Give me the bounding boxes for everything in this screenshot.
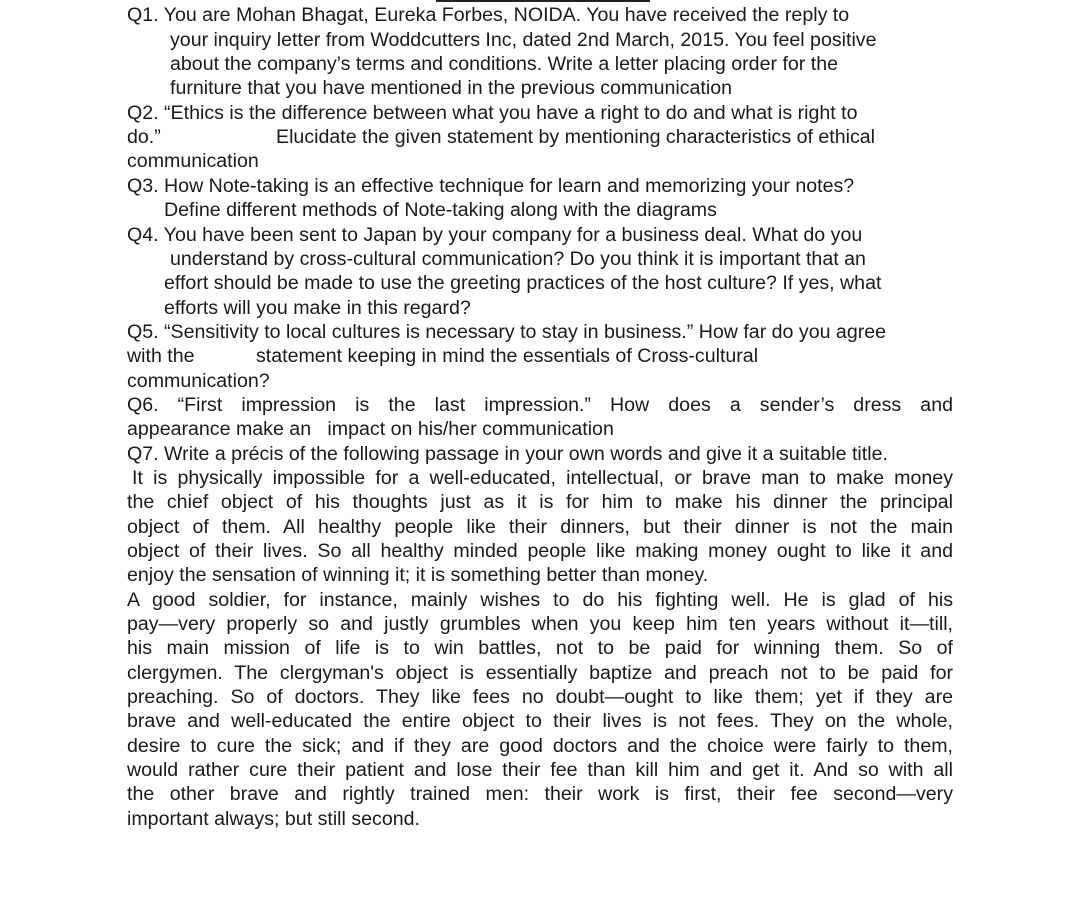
passage-line-14: the other brave and rightly trained men: their work is first, their fee second—very	[127, 783, 953, 805]
passage-line-3: object of them. All healthy people like their dinners, but their dinner is not the main	[127, 516, 953, 538]
q4-line-4: efforts will you make in this regard?	[164, 297, 471, 319]
passage-line-11: brave and well-educated the entire object to their lives is not fees. They on the whole,	[127, 710, 953, 732]
passage-line-9: clergymen. The clergyman's object is essentially baptize and preach not to be paid for	[127, 662, 953, 684]
passage-line-4: object of their lives. So all healthy minded people like making money ought to like it and	[127, 540, 953, 562]
passage-line-13: would rather cure their patient and lose their fee than kill him and get it. And so with all	[127, 759, 953, 781]
q2-line-2a: do.”	[127, 126, 161, 148]
q4-line-3: effort should be made to use the greeting practices of the host culture? If yes, what	[164, 272, 882, 294]
q1-line-3: about the company’s terms and conditions. Write a letter placing order for the	[170, 53, 838, 75]
q4-line-1: Q4. You have been sent to Japan by your company for a business deal. What do you	[127, 224, 863, 246]
q1-line-2: your inquiry letter from Woddcutters Inc, dated 2nd March, 2015. You feel positive	[170, 29, 877, 51]
q5-line-3: communication?	[127, 370, 270, 392]
passage-line-5: enjoy the sensation of winning it; it is something better than money.	[127, 564, 709, 586]
passage-line-8: his main mission of life is to win battles, not to be paid for winning them. So of	[127, 637, 953, 659]
passage-line-12: desire to cure the sick; and if they are good doctors and the choice were fairly to them,	[127, 735, 953, 757]
q3-line-2: Define different methods of Note-taking along with the diagrams	[164, 199, 717, 221]
q4-line-2: understand by cross-cultural communication? Do you think it is important that an	[170, 248, 866, 270]
q7-prompt: Q7. Write a précis of the following passage in your own words and give it a suitable title.	[127, 443, 888, 465]
top-rule	[436, 0, 650, 2]
passage-line-7: pay—very properly so and justly grumbles when you keep him ten years without it—till,	[127, 613, 953, 635]
q5-line-1: Q5. “Sensitivity to local cultures is necessary to stay in business.” How far do you agree	[127, 321, 887, 343]
q1-line-1: Q1. You are Mohan Bhagat, Eureka Forbes, NOIDA. You have received the reply to	[127, 4, 850, 26]
q2-line-3: communication	[127, 150, 259, 172]
q2-line-2b: Elucidate the given statement by mentioning characteristics of ethical	[276, 126, 876, 148]
q6-line-2: appearance make an impact on his/her communication	[127, 418, 614, 440]
passage-line-10: preaching. So of doctors. They like fees no doubt—ought to like them; yet if they are	[127, 686, 953, 708]
q6-line-1: Q6. “First impression is the last impression.” How does a sender’s dress and	[127, 394, 953, 416]
q5-line-2b: statement keeping in mind the essentials of Cross-cultural	[256, 345, 759, 367]
q1-line-4: furniture that you have mentioned in the previous communication	[170, 77, 733, 99]
passage-line-15: important always; but still second.	[127, 808, 420, 830]
q2-line-1: Q2. “Ethics is the difference between what you have a right to do and what is right to	[127, 102, 858, 124]
q5-line-2a: with the	[127, 345, 195, 367]
passage-line-6: A good soldier, for instance, mainly wishes to do his fighting well. He is glad of his	[127, 589, 953, 611]
passage-line-2: the chief object of his thoughts just as it is for him to make his dinner the principal	[127, 491, 953, 513]
q3-line-1: Q3. How Note-taking is an effective technique for learn and memorizing your notes?	[127, 175, 855, 197]
passage-line-1: It is physically impossible for a well-educated, intellectual, or brave man to make money	[132, 467, 953, 489]
